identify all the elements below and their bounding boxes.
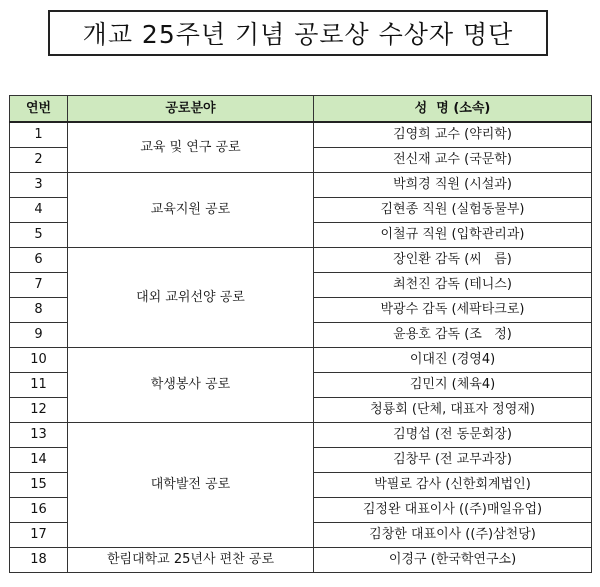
table-row (10, 248, 592, 273)
cell-no: 1 (10, 122, 68, 148)
cell-name: 김창무 (전 교무과장) (314, 448, 592, 473)
header-no: 연번 (10, 96, 68, 123)
cell-no: 10 (10, 348, 68, 373)
cell-no: 2 (10, 148, 68, 173)
cell-no: 4 (10, 198, 68, 223)
table-row (10, 348, 592, 373)
header-name: 성 명 (소속) (314, 96, 592, 123)
cell-name: 김현종 직원 (실험동물부) (314, 198, 592, 223)
cell-field: 한림대학교 25년사 편찬 공로 (68, 548, 314, 573)
award-recipients-table (9, 95, 592, 573)
cell-name: 이대진 (경영4) (314, 348, 592, 373)
cell-no: 3 (10, 173, 68, 198)
table-row (10, 173, 592, 198)
table-row (10, 548, 592, 573)
cell-name: 박희경 직원 (시설과) (314, 173, 592, 198)
cell-name: 김영희 교수 (약리학) (314, 122, 592, 148)
cell-name: 전신재 교수 (국문학) (314, 148, 592, 173)
table-header-row (10, 96, 592, 123)
cell-no: 14 (10, 448, 68, 473)
cell-no: 5 (10, 223, 68, 248)
cell-name: 청룡회 (단체, 대표자 정영재) (314, 398, 592, 423)
cell-name: 박광수 감독 (세팍타크로) (314, 298, 592, 323)
cell-field: 학생봉사 공로 (68, 348, 314, 423)
cell-name: 이철규 직원 (입학관리과) (314, 223, 592, 248)
cell-field: 대학발전 공로 (68, 423, 314, 548)
cell-name: 박필로 감사 (신한회계법인) (314, 473, 592, 498)
cell-no: 18 (10, 548, 68, 573)
cell-no: 15 (10, 473, 68, 498)
page-title (48, 10, 548, 56)
table-row (10, 122, 592, 148)
cell-no: 17 (10, 523, 68, 548)
cell-no: 13 (10, 423, 68, 448)
cell-name: 이경구 (한국학연구소) (314, 548, 592, 573)
cell-field: 교육 및 연구 공로 (68, 122, 314, 173)
cell-name: 김창한 대표이사 ((주)삼천당) (314, 523, 592, 548)
cell-name: 김명섭 (전 동문회장) (314, 423, 592, 448)
cell-no: 9 (10, 323, 68, 348)
table-body (10, 122, 592, 573)
table-row (10, 423, 592, 448)
cell-no: 8 (10, 298, 68, 323)
cell-no: 12 (10, 398, 68, 423)
cell-no: 11 (10, 373, 68, 398)
cell-name: 김정완 대표이사 ((주)매일유업) (314, 498, 592, 523)
cell-no: 7 (10, 273, 68, 298)
cell-name: 윤용호 감독 (조 정) (314, 323, 592, 348)
cell-no: 6 (10, 248, 68, 273)
cell-field: 교육지원 공로 (68, 173, 314, 248)
cell-name: 장인환 감독 (씨 름) (314, 248, 592, 273)
header-field: 공로분야 (68, 96, 314, 123)
page-title-text: 개교 25주년 기념 공로상 수상자 명단 (82, 20, 514, 49)
cell-field: 대외 교위선양 공로 (68, 248, 314, 348)
cell-no: 16 (10, 498, 68, 523)
cell-name: 최천진 감독 (테니스) (314, 273, 592, 298)
cell-name: 김민지 (체육4) (314, 373, 592, 398)
